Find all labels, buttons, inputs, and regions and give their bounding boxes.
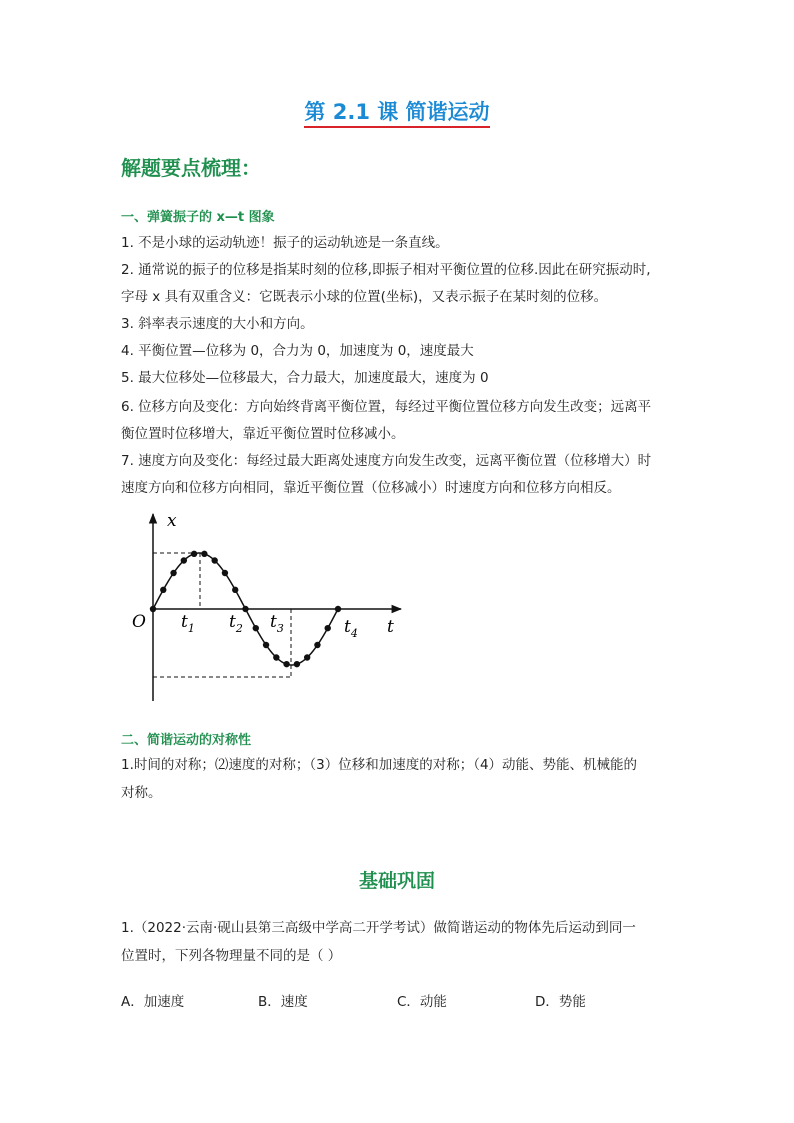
part1-line: 速度方向和位移方向相同，靠近平衡位置（位移减小）时速度方向和位移方向相反。 (121, 480, 621, 496)
curve-sample-dot (232, 587, 238, 593)
part1-line: 4. 平衡位置—位移为 0，合力为 0，加速度为 0，速度最大 (121, 343, 474, 359)
part2-title: 二、简谐运动的对称性 (121, 733, 252, 748)
part2-line: 对称。 (121, 785, 162, 801)
part1-title: 一、弹簧振子的 x—t 图象 (121, 210, 275, 225)
part1-line: 衡位置时位移增大，靠近平衡位置时位移减小。 (121, 426, 405, 442)
curve-sample-dot (304, 654, 310, 660)
curve-sample-dot (314, 642, 320, 648)
xt-graph (125, 508, 425, 708)
y-axis-label: x (167, 511, 177, 531)
tick-label-t4: $t_4$ (344, 617, 358, 640)
part1-line: 字母 x 具有双重含义：它既表示小球的位置(坐标)，又表示振子在某时刻的位移。 (121, 289, 608, 305)
option-a[interactable]: A．加速度 (121, 994, 185, 1010)
curve-sample-dot (273, 654, 279, 660)
curve-sample-dot (263, 642, 269, 648)
part1-line: 2. 通常说的振子的位移是指某时刻的位移,即振子相对平衡位置的位移.因此在研究振动时, (121, 262, 651, 278)
option-b[interactable]: B．速度 (258, 994, 308, 1010)
page-title: 第 2.1 课 简谐运动 (0, 96, 794, 126)
tick-label-t3: $t_3$ (270, 612, 284, 635)
curve-sample-dot (201, 551, 207, 557)
x-axis-label: t (387, 617, 394, 637)
curve-sample-dot (283, 661, 289, 667)
curve-sample-dot (160, 587, 166, 593)
curve-sample-dot (242, 606, 248, 612)
origin-label: O (132, 612, 146, 632)
option-c[interactable]: C．动能 (397, 994, 447, 1010)
curve-sample-dot (335, 606, 341, 612)
curve-sample-dot (253, 625, 259, 631)
option-d[interactable]: D．势能 (535, 994, 586, 1010)
curve-sample-dot (181, 557, 187, 563)
tick-label-t2: $t_2$ (229, 612, 243, 635)
question-line: 位置时，下列各物理量不同的是（ ） (121, 948, 342, 964)
curve-sample-dot (325, 625, 331, 631)
section-heading: 基础巩固 (358, 870, 435, 892)
curve-sample-dot (222, 570, 228, 576)
curve-sample-dot (211, 557, 217, 563)
curve-sample-dot (191, 551, 197, 557)
part1-line: 5. 最大位移处—位移最大，合力最大，加速度最大，速度为 0 (121, 370, 489, 386)
curve-sample-dot (170, 570, 176, 576)
tick-label-t1: $t_1$ (181, 612, 195, 635)
part1-line: 7. 速度方向及变化：每经过最大距离处速度方向发生改变，远离平衡位置（位移增大）时 (121, 453, 652, 469)
key-points-heading: 解题要点梳理： (121, 156, 261, 180)
part1-line: 1. 不是小球的运动轨迹！振子的运动轨迹是一条直线。 (121, 235, 449, 251)
part1-line: 6. 位移方向及变化：方向始终背离平衡位置，每经过平衡位置位移方向发生改变；远离平 (121, 399, 652, 415)
question-line: 1.（2022·云南·砚山县第三高级中学高二开学考试）做简谐运动的物体先后运动到同一 (121, 920, 636, 936)
curve-sample-dot (150, 606, 156, 612)
curve-sample-dot (294, 661, 300, 667)
part1-line: 3. 斜率表示速度的大小和方向。 (121, 316, 314, 332)
part2-line: 1.时间的对称；⑵速度的对称；（3）位移和加速度的对称；（4）动能、势能、机械能的 (121, 757, 638, 773)
